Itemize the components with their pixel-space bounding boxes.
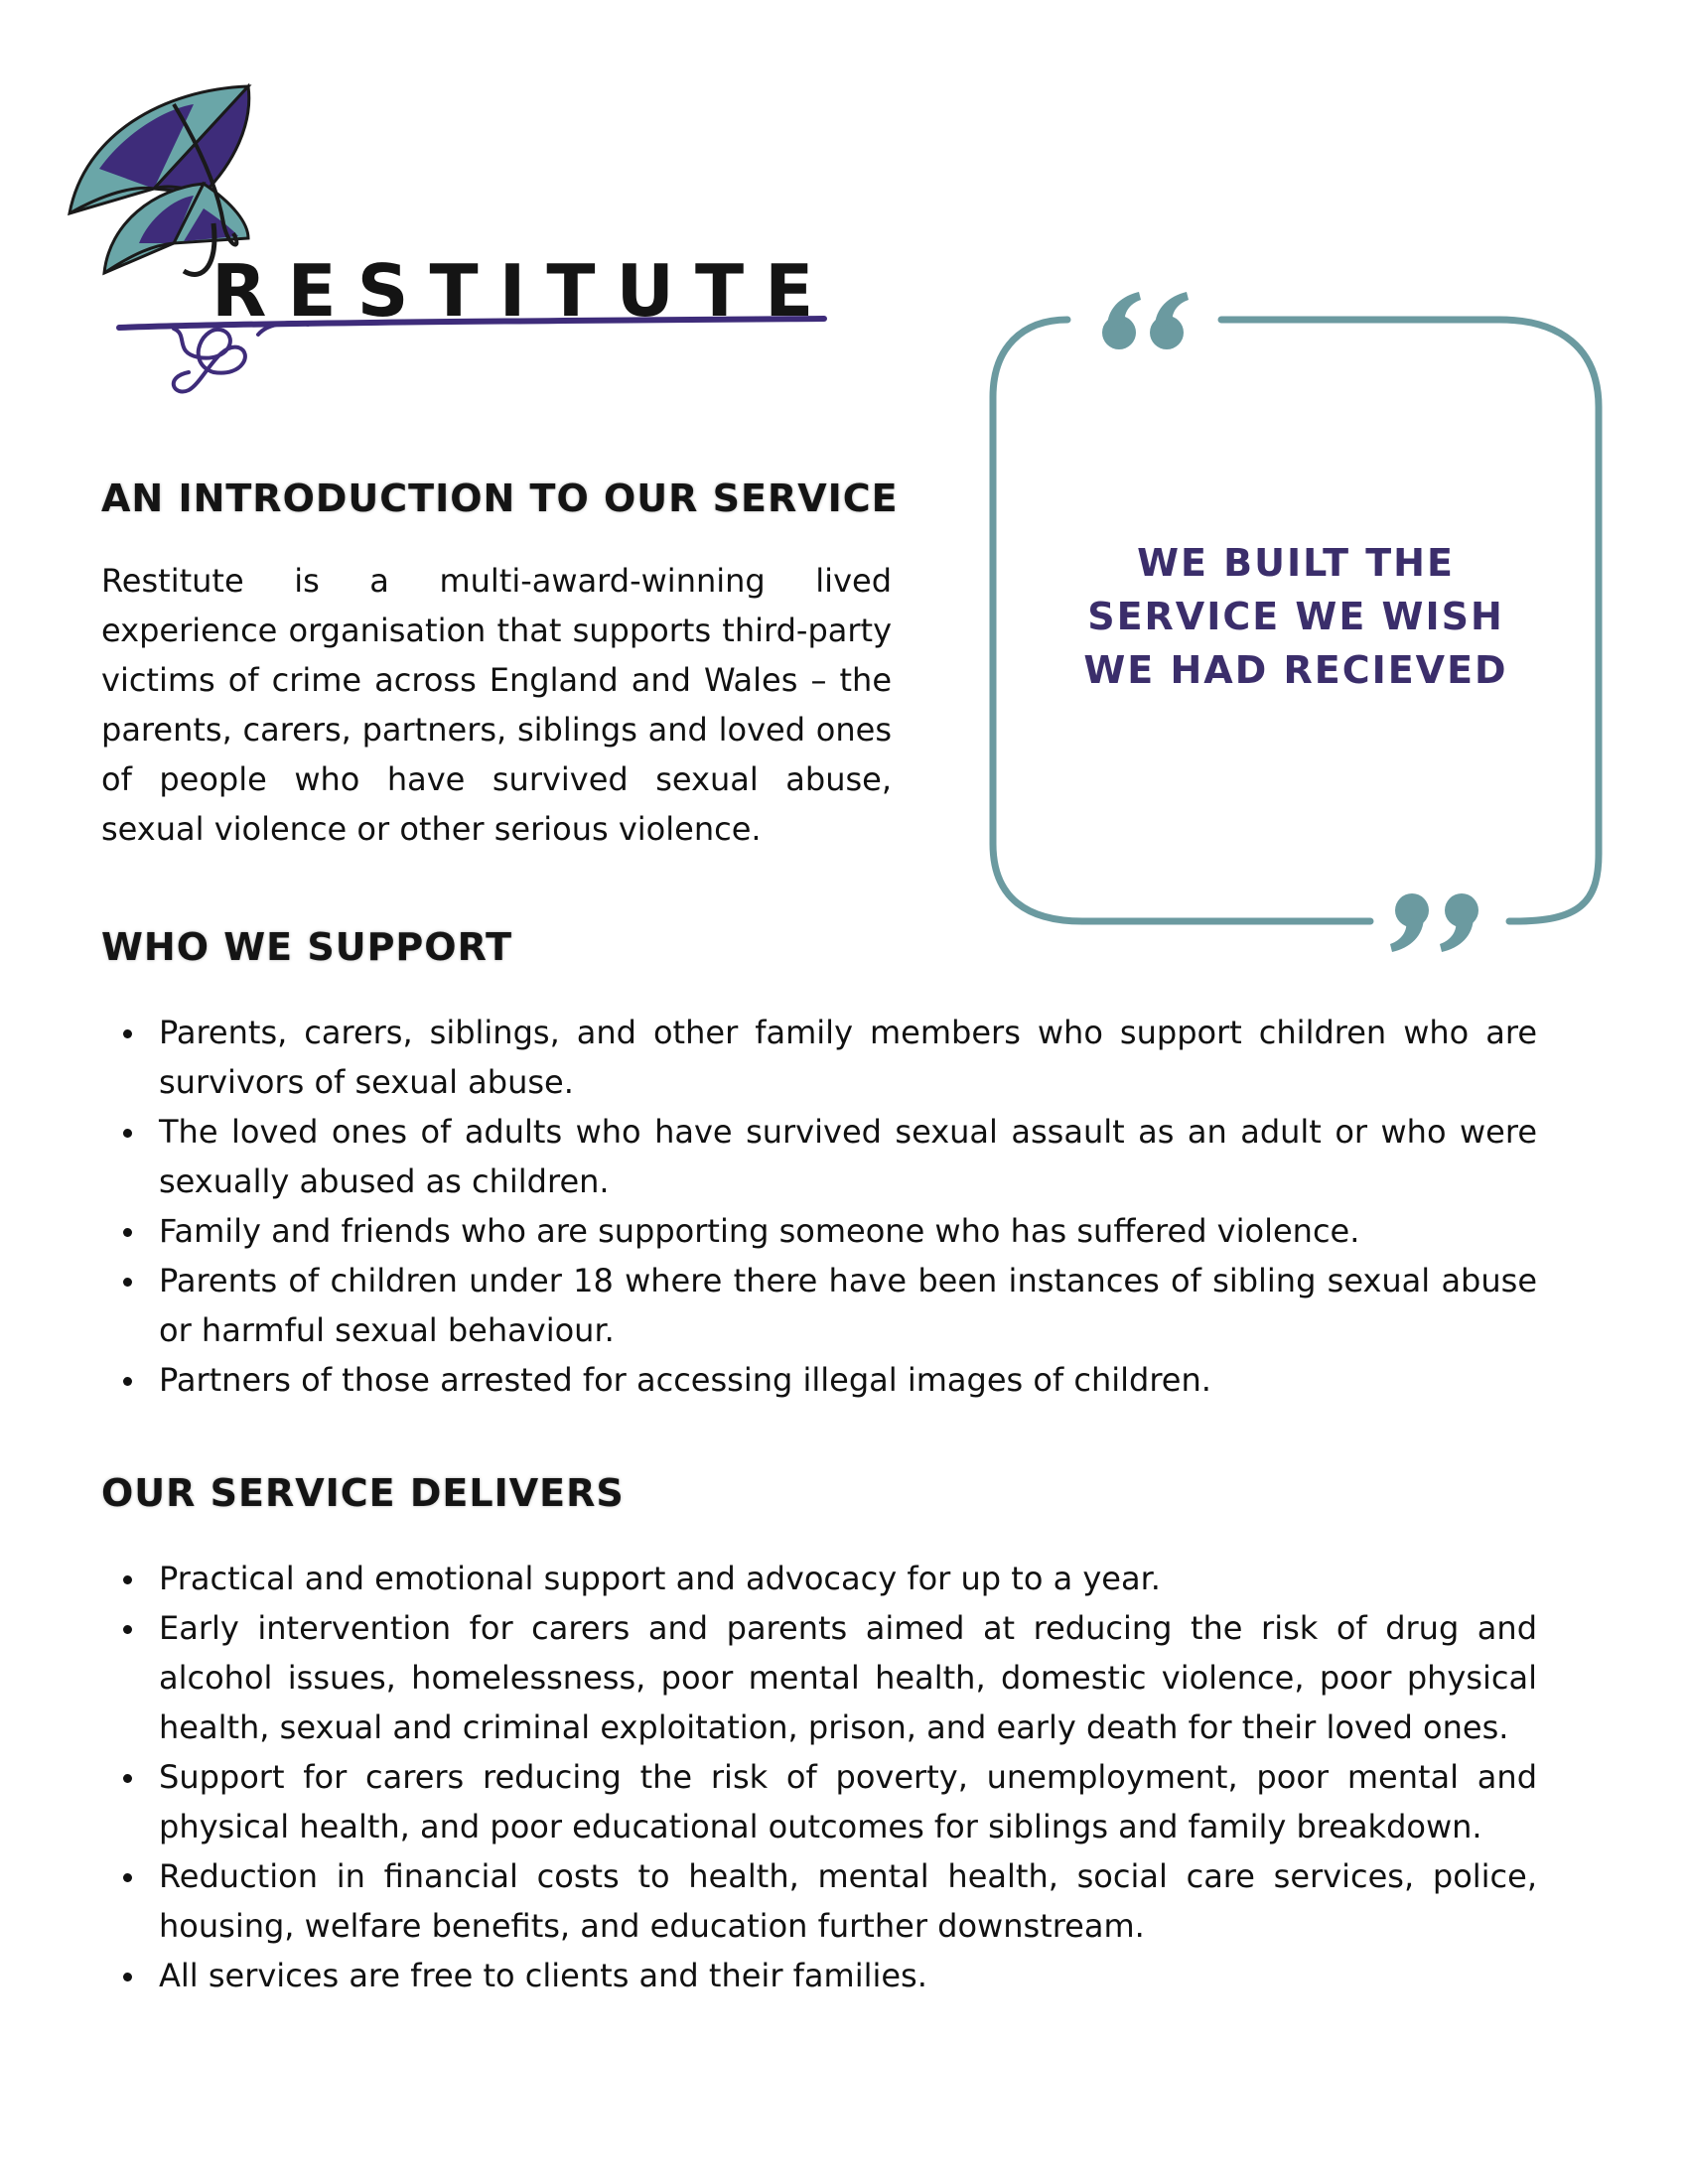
quote-line: SERVICE WE WISH	[1087, 595, 1504, 638]
list-item: Partners of those arrested for accessing illegal images of children.	[101, 1355, 1537, 1405]
list-item: Early intervention for carers and parents aimed at reducing the risk of drug and alcohol issues, homelessness, poor mental health, domestic violence, poor physical health, sexual and criminal exploitation, prison, and early death for their loved ones.	[101, 1603, 1537, 1752]
quote-text	[1053, 536, 1539, 697]
who-we-support-list	[101, 1008, 1537, 1405]
list-item: Support for carers reducing the risk of poverty, unemployment, poor mental and physical health, and poor educational outcomes for siblings and family breakdown.	[101, 1752, 1537, 1851]
logo-wordmark: RESTITUTE	[211, 249, 835, 333]
list-item: Reduction in financial costs to health, mental health, social care services, police, housing, welfare benefits, and education further downstream.	[101, 1851, 1537, 1951]
list-item: Practical and emotional support and advocacy for up to a year.	[101, 1554, 1537, 1603]
close-quote-icon	[1390, 888, 1489, 958]
quote-line: WE HAD RECIEVED	[1083, 648, 1508, 692]
list-item: The loved ones of adults who have survived sexual assault as an adult or who were sexually abused as children.	[101, 1107, 1537, 1206]
intro-heading: AN INTRODUCTION TO OUR SERVICE	[101, 477, 899, 520]
who-we-support-heading: WHO WE SUPPORT	[101, 925, 513, 969]
intro-body: Restitute is a multi-award-winning lived experience organisation that supports third-party victims of crime across England and Wales – the parents, carers, partners, siblings and loved ones of people who have survived sexual abuse, sexual violence or other serious violence.	[101, 562, 892, 848]
restitute-logo	[55, 74, 849, 412]
quote-line: WE BUILT THE	[1137, 541, 1455, 585]
list-item: Parents of children under 18 where there have been instances of sibling sexual abuse or harmful sexual behaviour.	[101, 1256, 1537, 1355]
open-quote-icon	[1097, 288, 1196, 357]
list-item: Parents, carers, siblings, and other family members who support children who are survivors of sexual abuse.	[101, 1008, 1537, 1107]
list-item: Family and friends who are supporting someone who has suffered violence.	[101, 1206, 1537, 1256]
service-delivers-heading: OUR SERVICE DELIVERS	[101, 1471, 625, 1515]
list-item: All services are free to clients and their families.	[101, 1951, 1537, 2000]
service-delivers-list	[101, 1554, 1537, 2000]
umbrella-icon	[55, 74, 849, 412]
